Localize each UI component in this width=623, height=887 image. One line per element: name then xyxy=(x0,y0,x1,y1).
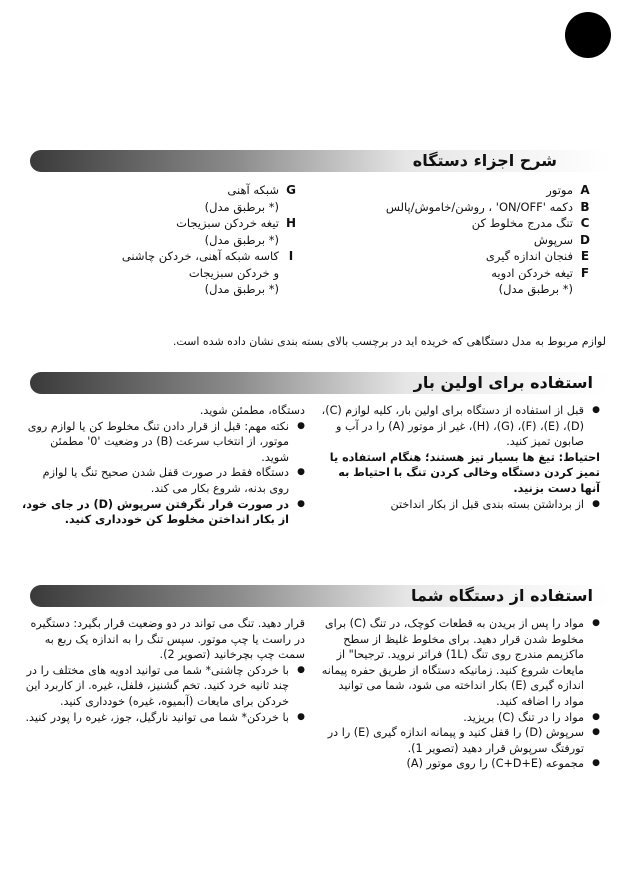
section-title-first-use: استفاده برای اولین بار xyxy=(413,373,593,392)
part-letter: H xyxy=(285,216,297,230)
part-item xyxy=(297,248,597,265)
part-letter xyxy=(279,265,303,282)
part-item xyxy=(297,215,597,232)
part-item xyxy=(297,281,597,298)
part-item xyxy=(23,199,303,216)
part-letter: A xyxy=(580,183,590,197)
part-label: موتور xyxy=(546,183,573,197)
part-letter xyxy=(279,199,303,216)
part-letter xyxy=(573,281,597,298)
accessories-note: لوازم مربوط به مدل دستگاهی که خریده اید در برچسب بالای بسته بندی نشان داده شده است. xyxy=(172,335,606,348)
parts-list-left xyxy=(23,182,303,298)
section-title-using: استفاده از دستگاه شما xyxy=(410,586,593,605)
part-letter: F xyxy=(580,265,590,280)
bullet-paragraph: ● مواد را در تنگ (C) بریزید. xyxy=(320,710,600,726)
page-corner-tab xyxy=(565,12,611,58)
part-letter: C xyxy=(580,216,590,230)
part-label: (* برطبق مدل) xyxy=(498,282,573,296)
part-letter: B xyxy=(580,199,590,214)
part-letter: E xyxy=(580,249,590,263)
part-label: تیغه خردکن سبزیجات xyxy=(176,216,279,230)
part-item xyxy=(297,199,597,216)
bullet-paragraph: ● با خردکن* شما می توانید نارگیل، جوز، غیره را پودر کنید. xyxy=(20,710,305,726)
part-item xyxy=(297,182,597,199)
part-item xyxy=(23,248,303,265)
bullet-paragraph: ● مواد را پس از بریدن به قطعات کوچک، در تنگ (C) برای مخلوط شدن قرار دهید. برای مخلوط غلیظ از سطح ماکزیمم مندرج روی تنگ (1L) فراتر نروید. ترجیحا" از مایعات شروع کنید. زمانیکه دستگاه از طریق حفره پیمانه اندازه گیری (E) بکار انداخته می شود، شما می توانید مواد را اضافه کنید. xyxy=(320,616,600,710)
part-label: (* برطبق مدل) xyxy=(204,232,279,247)
part-label: دکمه 'ON/OFF' ، روشن/خاموش/پالس xyxy=(385,199,573,214)
part-item xyxy=(23,281,303,298)
part-label: کاسه شبکه آهنی، خردکن چاشنی xyxy=(121,249,279,263)
first-use-right-col xyxy=(320,403,600,512)
part-label: تیغه خردکن ادویه xyxy=(491,265,573,280)
first-use-left-col xyxy=(20,403,305,528)
bullet-paragraph: ● نکته مهم: قبل از قرار دادن تنگ مخلوط کن یا لوازم روی موتور، از انتخاب سرعت (B) در وضعیت '0' مطمئن شوید. xyxy=(20,419,305,466)
paragraph: قرار دهید. تنگ می تواند در دو وضعیت قرار بگیرد: دستگیره در راست یا چپ موتور. سپس تنگ را به اندازه یک ربع به سمت چپ بچرخانید (تصویر 2). xyxy=(30,617,305,662)
part-letter: D xyxy=(580,232,590,247)
using-right-col xyxy=(320,616,600,772)
part-letter: I xyxy=(288,249,294,263)
using-left-col xyxy=(20,616,305,725)
part-letter xyxy=(279,281,303,298)
bullet-paragraph: ● سرپوش (D) را قفل کنید و پیمانه اندازه گیری (E) را در تورفتگ سرپوش قرار دهید (تصویر 1). xyxy=(320,725,600,756)
section-title-parts: شرح اجزاء دستگاه xyxy=(412,151,557,170)
part-label: و خردکن سبزیجات xyxy=(188,265,279,280)
part-label: (* برطبق مدل) xyxy=(204,282,279,296)
paragraph: دستگاه، مطمئن شوید. xyxy=(199,404,305,417)
bullet-paragraph: ● مجموعه (C+D+E) را روی موتور (A) xyxy=(320,756,600,772)
part-letter: G xyxy=(286,183,296,197)
bullet-paragraph: ● از برداشتن بسته بندی قبل از بکار انداختن xyxy=(320,497,600,513)
part-item xyxy=(297,265,597,282)
part-item xyxy=(23,215,303,232)
part-label: (* برطبق مدل) xyxy=(204,199,279,214)
parts-list-right xyxy=(297,182,597,298)
part-item xyxy=(23,265,303,282)
bullet-paragraph: ● دستگاه فقط در صورت قفل شدن صحیح تنگ یا لوازم روی بدنه، شروع بکار می کند. xyxy=(20,465,305,496)
paragraph: احتیاط: تیغ ها بسیار تیز هستند؛ هنگام استفاده یا تمیز کردن دستگاه وخالی کردن تنگ با احتیاط به آنها دست بزنید. xyxy=(329,450,600,495)
part-label: سرپوش xyxy=(533,232,573,247)
bullet-paragraph: ● در صورت قرار نگرفتن سرپوش (D) در جای خود، از بکار انداختن مخلوط کن خودداری کنید. xyxy=(20,497,305,528)
bullet-paragraph: ● با خردکن چاشنی* شما می توانید ادویه های مختلف را در چند ثانیه خرد کنید. تخم گشنیز، فلفل، غیره. از کاربرد این خردکن برای مایعات (آبمیوه، غیره) خودداری کنید. xyxy=(20,663,305,710)
part-item xyxy=(23,182,303,199)
bullet-paragraph: ● قبل از استفاده از دستگاه برای اولین بار، کلیه لوازم (C)، (D)، (E)، (F)، (G)، (H)، غیر از موتور (A) را در آب و صابون تمیز کنید. xyxy=(320,403,600,450)
part-label: فنجان اندازه گیری xyxy=(485,249,573,263)
part-letter xyxy=(279,232,303,249)
part-item xyxy=(23,232,303,249)
part-item xyxy=(297,232,597,249)
part-label: شبکه آهنی xyxy=(227,183,279,197)
part-label: تنگ مدرج مخلوط کن xyxy=(471,216,573,230)
